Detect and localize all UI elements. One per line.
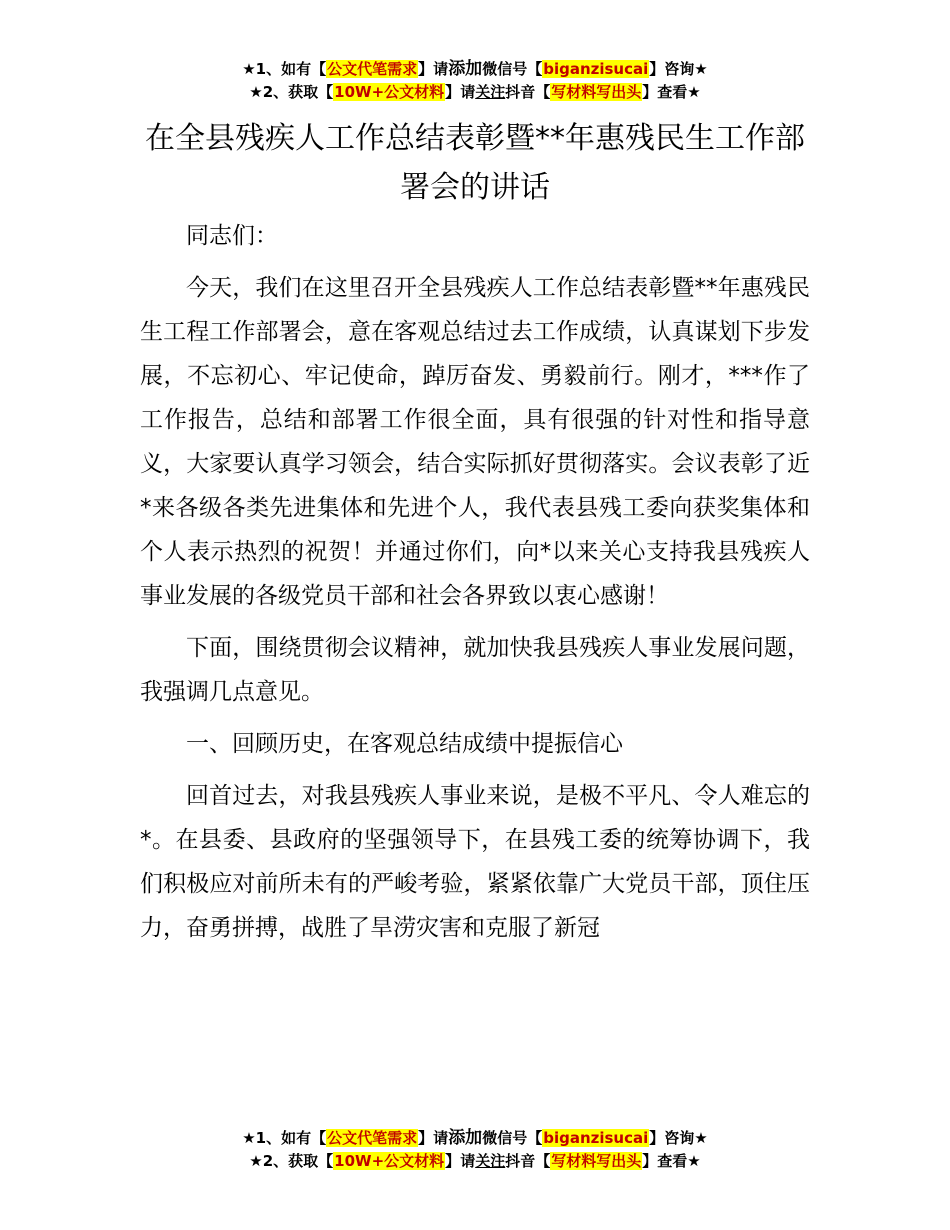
- highlight-text: 10W+公文材料: [334, 1152, 445, 1170]
- banner-text: 请: [433, 1129, 449, 1147]
- bracket: 】: [642, 1152, 658, 1170]
- wechat-id-highlight: biganzisucai: [543, 60, 649, 78]
- highlight-text: 公文代笔需求: [327, 1129, 418, 1147]
- banner-text: ★1、如有: [242, 60, 312, 78]
- document-body: [140, 214, 810, 958]
- bracket: 【: [535, 1152, 551, 1170]
- bracket: 】: [445, 83, 461, 101]
- banner-text: ★1、如有: [242, 1129, 312, 1147]
- banner-underlined: 关注: [475, 83, 506, 101]
- highlight-text: 10W+公文材料: [334, 83, 445, 101]
- salutation: 同志们：: [186, 223, 278, 249]
- banner-text: 请: [460, 1152, 476, 1170]
- section-heading: 一、回顾历史，在客观总结成绩中提振信心: [186, 731, 623, 757]
- banner-line-1: [0, 58, 950, 81]
- bracket: 】: [642, 83, 658, 101]
- bracket: 【: [311, 60, 327, 78]
- banner-line-1: [0, 1127, 950, 1150]
- bracket: 】: [418, 1129, 434, 1147]
- bracket: 【: [318, 83, 334, 101]
- banner-emphasis: 添加: [448, 59, 483, 79]
- bracket: 】: [649, 60, 665, 78]
- bracket: 】: [418, 60, 434, 78]
- bracket: 【: [527, 1129, 543, 1147]
- banner-text: ★2、获取: [249, 1152, 319, 1170]
- banner-emphasis: 添加: [448, 1128, 483, 1148]
- bracket: 】: [445, 1152, 461, 1170]
- banner-underlined: 关注: [475, 1152, 506, 1170]
- banner-text: 微信号: [482, 1129, 528, 1147]
- body-paragraph: 回首过去，对我县残疾人事业来说，是极不平凡、令人难忘的*。在县委、县政府的坚强领导下，在县残工委的统筹协调下，我们积极应对前所未有的严峻考验，紧紧依靠广大党员干部，顶住压力，奋勇拼搏，战胜了旱涝灾害和克服了新冠: [140, 783, 810, 941]
- bracket: 【: [318, 1152, 334, 1170]
- footer-banner: [0, 1127, 950, 1173]
- banner-line-2: [0, 81, 950, 104]
- banner-text: 咨询★: [664, 1129, 708, 1147]
- body-paragraph: 下面，围绕贯彻会议精神，就加快我县残疾人事业发展问题，我强调几点意见。: [140, 635, 810, 705]
- banner-text: 查看★: [657, 83, 701, 101]
- douyin-id-highlight: 写材料写出头: [551, 1152, 642, 1170]
- banner-text: 抖音: [505, 83, 536, 101]
- banner-text: 抖音: [505, 1152, 536, 1170]
- douyin-id-highlight: 写材料写出头: [551, 83, 642, 101]
- banner-text: ★2、获取: [249, 83, 319, 101]
- banner-text: 查看★: [657, 1152, 701, 1170]
- highlight-text: 公文代笔需求: [327, 60, 418, 78]
- document-title: 在全县残疾人工作总结表彰暨**年惠残民生工作部署会的讲话: [145, 121, 805, 205]
- bracket: 】: [649, 1129, 665, 1147]
- bracket: 【: [311, 1129, 327, 1147]
- wechat-id-highlight: biganzisucai: [543, 1129, 649, 1147]
- header-banner: [0, 58, 950, 104]
- banner-text: 咨询★: [664, 60, 708, 78]
- bracket: 【: [535, 83, 551, 101]
- bracket: 【: [527, 60, 543, 78]
- body-paragraph: 今天，我们在这里召开全县残疾人工作总结表彰暨**年惠残民生工程工作部署会，意在客观总结过去工作成绩，认真谋划下步发展，不忘初心、牢记使命，踔厉奋发、勇毅前行。刚才，***作了工作报告，总结和部署工作很全面，具有很强的针对性和指导意义，大家要认真学习领会，结合实际抓好贯彻落实。会议表彰了近*来各级各类先进集体和先进个人，我代表县残工委向获奖集体和个人表示热烈的祝贺！并通过你们，向*以来关心支持我县残疾人事业发展的各级党员干部和社会各界致以衷心感谢！: [140, 275, 810, 609]
- banner-text: 微信号: [482, 60, 528, 78]
- banner-text: 请: [433, 60, 449, 78]
- banner-text: 请: [460, 83, 476, 101]
- banner-line-2: [0, 1150, 950, 1173]
